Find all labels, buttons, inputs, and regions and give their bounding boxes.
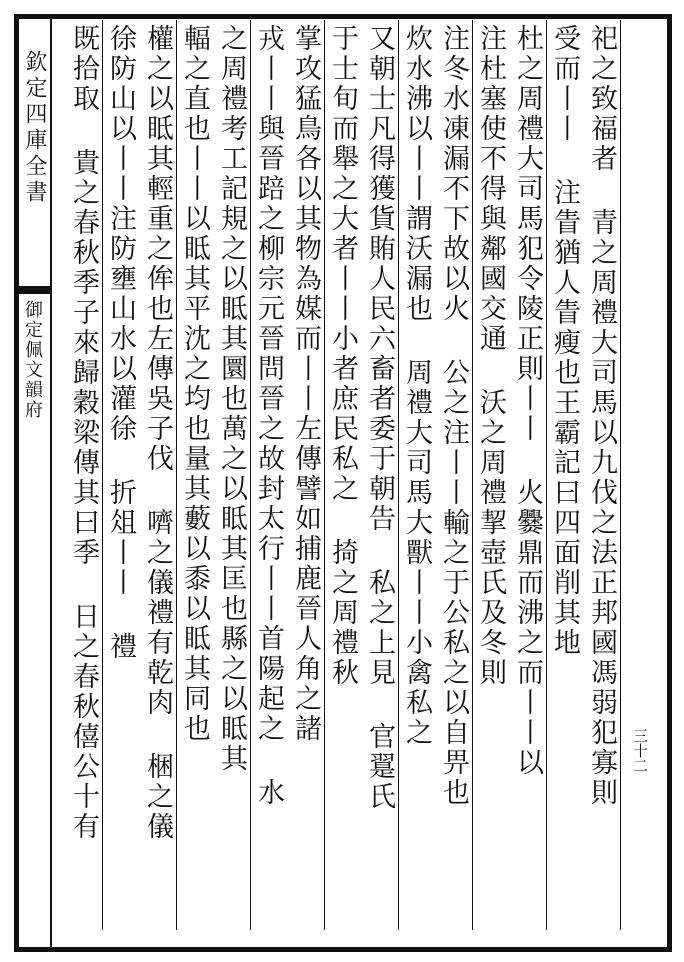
text-column: 炊水沸以丨丨謂沃漏也 周禮大司馬大獸丨丨小禽私之 <box>401 24 432 748</box>
column-rule <box>324 20 325 930</box>
column-rule <box>176 20 177 930</box>
text-column: 權之以眡其輕重之侔也左傳吳子伐 嚌之儀禮有乾肉 梱之儀 <box>142 24 173 842</box>
page-number: 三十二 <box>631 728 649 773</box>
text-column: 注冬水凍漏不下故以火 公之注丨丨輸之于公私之以自畀也 <box>438 24 469 808</box>
text-column: 杜之周禮大司馬犯令陵正則丨丨 火爨鼎而沸之而丨丨以 <box>512 24 543 778</box>
column-rule <box>250 20 251 930</box>
text-column: 注杜塞使不得與鄰國交通 沃之周禮挈壺氏及冬則 <box>475 24 506 688</box>
text-column: 祀之致福者 青之周禮大司馬以九伐之法正邦國馮弱犯寡則 <box>586 24 617 808</box>
text-column: 又朝士凡得獲貨賄人民六畜者委于朝告 私之上見 官翨氏 <box>364 24 395 812</box>
text-column: 既拾取 貴之春秋季子來歸穀梁傳其曰季 日之春秋僖公十有 <box>68 24 99 842</box>
text-column: 徐防山以丨丨注防壅山水以灌徐 折俎丨丨 禮 <box>105 24 136 662</box>
text-column: 于士旬而舉之大者丨丨小者庶民私之 掎之周禮秋 <box>327 24 358 688</box>
sub-title: 御定佩文韻府 <box>22 300 43 420</box>
column-rule <box>398 20 399 930</box>
text-column: 掌攻猛鳥各以其物為媒而丨丨左傳譬如捕鹿晉人角之諸 <box>290 24 321 744</box>
column-rule <box>102 20 103 930</box>
margin-divider <box>16 286 50 294</box>
column-rule <box>620 20 621 930</box>
column-rule <box>546 20 547 930</box>
text-column: 輻之直也丨丨以眡其平沈之均也量其藪以黍以眡其同也 <box>179 24 210 744</box>
text-column: 戎丨丨與晉踣之柳宗元晉問晉之故封太行丨丨首陽起之 水 <box>253 24 284 808</box>
column-rule <box>472 20 473 930</box>
text-column: 受而丨丨 注眚猶人眚瘦也王霸記曰四面削其地 <box>549 24 580 658</box>
book-title: 欽定四庫全書 <box>22 50 47 206</box>
text-column: 之周禮考工記規之以眡其圜也萬之以眡其匡也縣之以眡其 <box>216 24 247 774</box>
